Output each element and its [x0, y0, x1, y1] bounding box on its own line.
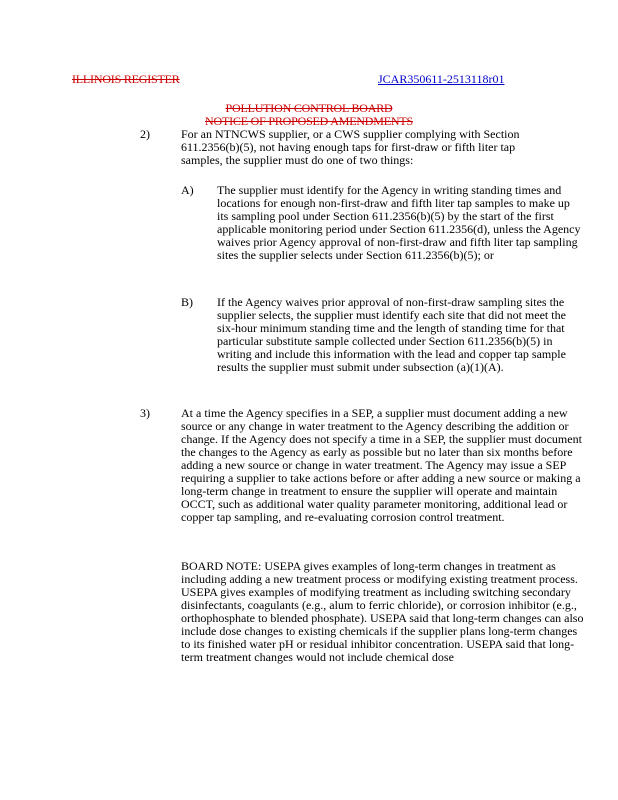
- jcar-reference: JCAR350611-2513118r01: [378, 72, 505, 86]
- subparagraph-letter: A): [181, 183, 194, 197]
- register-header: ILLINOIS REGISTER: [72, 72, 180, 86]
- subparagraph-letter: B): [181, 295, 193, 309]
- paragraph-number: 3): [140, 406, 150, 420]
- paragraph-text: At a time the Agency specifies in a SEP, a supplier must document adding a new source or any change in water treatment to the Agency describing the addition or change. If the Agency does not specify a time in a SEP, the supplier must document the changes to the Agency as early as possible but no later than six months before adding a new source or change in water treatment. The Agency may issue a SEP requiring a supplier to take actions before or after adding a new source or making a long-term change in treatment to ensure the supplier will operate and maintain OCCT, such as additional water quality parameter monitoring, additional lead or copper tap sampling, and re-evaluating corrosion control treatment.: [181, 406, 582, 524]
- board-note-text: BOARD NOTE: USEPA gives examples of long-term changes in treatment as including adding a new treatment process or modifying existing treatment process. USEPA gives examples of modifying treatment as including switching secondary disinfectants, coagulants (e.g., alum to ferric chloride), or corrosion inhibitor (e.g., orthophosphate to blended phosphate). USEPA said that long-term changes can also include dose changes to existing chemicals if the supplier plans long-term changes to its finished water pH or residual inhibitor concentration. USEPA said that long-term treatment changes would not include chemical dose: [181, 559, 584, 664]
- paragraph-number: 2): [140, 127, 150, 141]
- subparagraph-text: If the Agency waives prior approval of non-first-draw sampling sites the supplier selects, the supplier must identify each site that did not meet the six-hour minimum standing time and the length of standing time for that particular substitute sample collected under Section 611.2356(b)(5) in writing and include this information with the lead and copper tap sample results the supplier must submit under subsection (a)(1)(A).: [217, 295, 566, 374]
- paragraph-text: For an NTNCWS supplier, or a CWS supplier complying with Section 611.2356(b)(5), not having enough taps for first-draw or fifth liter tap samples, the supplier must do one of two things:: [181, 127, 520, 167]
- notice-title: NOTICE OF PROPOSED AMENDMENTS: [205, 114, 413, 128]
- board-title: POLLUTION CONTROL BOARD: [225, 101, 393, 115]
- subparagraph-text: The supplier must identify for the Agency in writing standing times and locations for enough non-first-draw and fifth liter tap samples to make up its sampling pool under Section 611.2356(b)(5) by the start of the first applicable monitoring period under Section 611.2356(d), unless the Agency waives prior Agency approval of non-first-draw and fifth liter tap sampling sites the supplier selects under Section 611.2356(b)(5); or: [217, 183, 581, 262]
